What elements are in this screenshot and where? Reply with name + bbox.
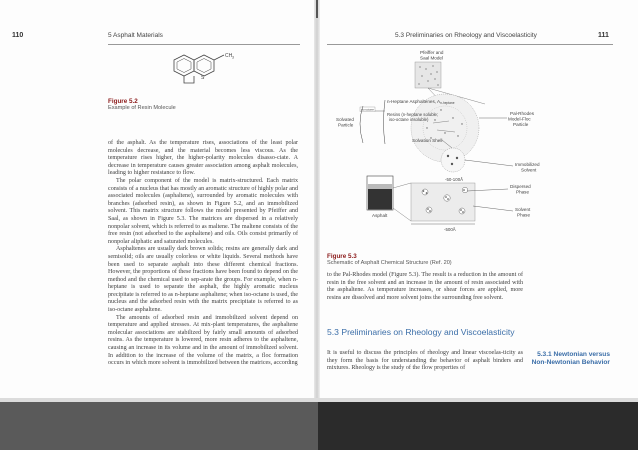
subsection-heading: 5.3.1 Newtonian versus Non-Newtonian Behavior bbox=[531, 351, 610, 367]
right-body-text bbox=[327, 272, 523, 302]
iso-octane-label: iso-octane bbox=[361, 107, 374, 112]
molecule-sulfur-label: S bbox=[201, 75, 205, 81]
section-heading: 5.3 Preliminaries on Rheology and Viscoelasticity bbox=[327, 327, 515, 337]
solvated-label-line2: Particle bbox=[338, 122, 354, 128]
immobilized-line2: Solvent bbox=[521, 167, 537, 173]
asphalt-structure-diagram bbox=[327, 48, 617, 248]
figure-5-3-caption-block bbox=[327, 253, 452, 266]
gutter-mark bbox=[316, 0, 318, 18]
right-running-head: 5.3 Preliminaries on Rheology and Viscoelasticity bbox=[395, 32, 537, 39]
figure-5-3-caption: Schematic of Asphalt Chemical Structure (Ref. 20) bbox=[327, 260, 452, 266]
dimension-500-label: -500Å bbox=[444, 227, 456, 232]
figure-5-3-label: Figure 5.3 bbox=[327, 253, 357, 260]
dispersed-line2: Phase bbox=[516, 189, 530, 195]
right-paragraph: to the Pal-Rhodes model (Figure 5.3). The result is a reduction in the amount of resin in the free solvent and an increase in the amount of resin associated with the asphaltene. As temperature increases, or shear forces are applied, more resins are dissolved and more solvent joins the surrounding free solvent. bbox=[327, 272, 523, 301]
right-header-rule bbox=[327, 44, 613, 45]
scan-background-left bbox=[0, 402, 318, 450]
figure-5-2-caption: Example of Resin Molecule bbox=[108, 105, 176, 111]
pal-rhodes-line1: Pal-Rhodes bbox=[510, 111, 535, 116]
asphalt-beaker-fill bbox=[368, 189, 392, 210]
dimension-50-100-label: -50-100Å bbox=[445, 177, 464, 182]
resin-molecule-drawing bbox=[160, 50, 250, 90]
solvent-phase-line2: Phase bbox=[517, 212, 531, 218]
solvated-label-line1: Solvated bbox=[336, 117, 354, 122]
resins-label-line1: Resins (n-heptane soluble; bbox=[387, 112, 439, 117]
left-page-number: 110 bbox=[12, 32, 24, 39]
pal-rhodes-line2: Model-Floc bbox=[508, 116, 531, 122]
final-paragraph: It is useful to discuss the principles of rheology and linear viscoelas-ticity as they form the basis for understanding the behavior of asphalt binders and mixtures. Rheology is the study of the flow properties of bbox=[327, 350, 523, 372]
left-paragraph: The polar component of the model is matrix-structured. Each matrix consists of a nucleus that has mostly an aromatic structure of highly polar and associated molecules (asphaltene), surrounded by aromatic molecules with branches (adsorbed resin), as shown in Figure 5.2, and an immobilized solvent. This matrix structure follows the model presented by Pfeiffer and Saal, as shown in Figure 5.3. The matrices are dispersed in a relatively nonpolar solvent, which is referred to as maltene. The maltene consists of the free resin (not adsorbed to the asphaltene) and oils. Oils consist primarily of nonpolar aliphatic and saturated molecules. bbox=[108, 177, 298, 245]
molecule-methyl-subscript: 3 bbox=[232, 55, 234, 60]
right-page-number: 111 bbox=[598, 32, 609, 39]
solvent-phase-line1: Solvent bbox=[515, 207, 531, 212]
left-paragraph: The amounts of adsorbed resin and immobilized solvent depend on temperature and applied stresses. At mix-plant temperatures, the asphaltene molecular associations are stabilized by fairly small amounts of adsorbed resins. As the temperature is lowered, more resin adheres to the asphaltene, causing an increase in its volume and in the amount of immobilized solvent. In addition to the increase of the volume of the matrix, a floc formation occurs in which more solvent is immobilized between the matrices, according bbox=[108, 314, 298, 367]
figure-5-2-caption-block bbox=[108, 98, 176, 111]
pfeiffer-label-line1: Pfeiffer and bbox=[420, 50, 444, 55]
page-gutter bbox=[314, 0, 320, 450]
asphalt-label: Asphalt bbox=[372, 213, 388, 218]
dispersed-line1: Dispersed bbox=[510, 184, 531, 189]
left-paragraph: of the asphalt. As the temperature rises, associations of the least polar molecules decrease, and the material becomes less viscous. As the temperature rises higher, the higher-polarity molecules disasso-ciate. A decrease in temperature causes greater association among asphalt molecules, leading to higher resistance to flow. bbox=[108, 140, 298, 177]
left-paragraph: Asphaltenes are usually dark brown solids; resins are generally dark and semisolid; oils are usually colorless or white liquids. Several methods have been used to separate asphalt into these different chemical fractions. However, the proportions of these fractions have been found to depend on the method and the chemical used to sep-arate the groups. For example, when n-heptane is used to separate the asphalt, the highly aromatic nucleus precipitate is referred to as n-heptane asphaltene; when iso-octane is used, the nucleus and the adsorbed resin with the matrix precipitate is referred to as iso-octane asphaltene. bbox=[108, 246, 298, 314]
immobilized-line1: Immobilized bbox=[515, 162, 540, 167]
n-heptane-label: n-Heptane Asphaltenes, $A_{n-heptane}$ bbox=[387, 99, 455, 105]
figure-5-2-label: Figure 5.2 bbox=[108, 98, 138, 105]
left-running-head: 5 Asphalt Materials bbox=[108, 32, 163, 39]
pal-rhodes-line3: Particle bbox=[513, 122, 529, 127]
pfeiffer-label-line2: Saal Model bbox=[420, 55, 443, 61]
scan-background bbox=[0, 402, 638, 450]
left-body-text bbox=[108, 140, 298, 368]
resins-label-line2: iso-octane insoluble) bbox=[389, 117, 429, 122]
solvation-shell-label: Solvation Shell bbox=[412, 138, 443, 143]
left-header-rule bbox=[108, 44, 300, 45]
molecule-methyl-label: CH bbox=[225, 53, 233, 59]
